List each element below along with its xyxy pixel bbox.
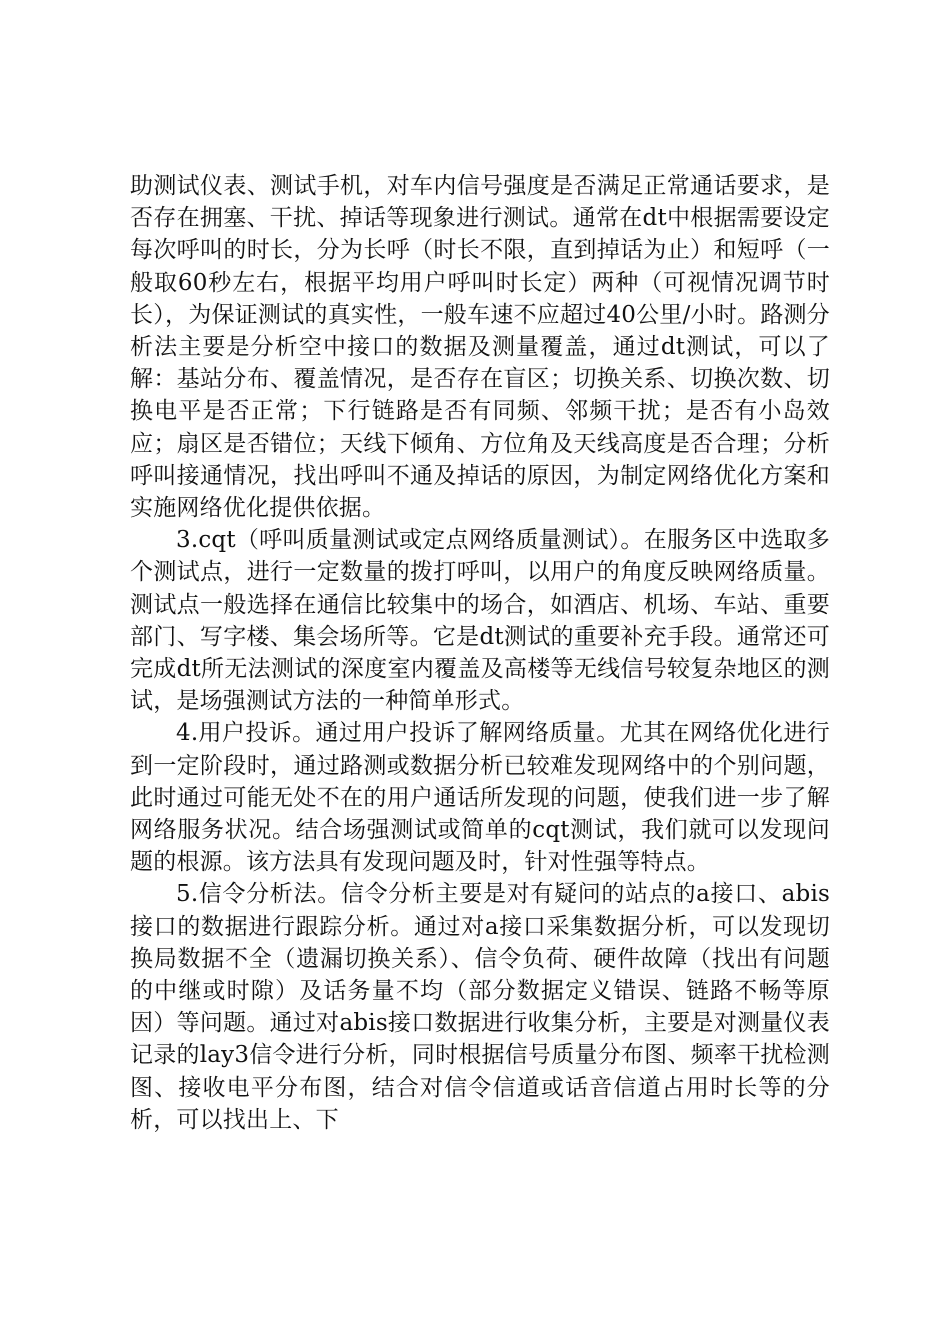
- paragraph-cqt: 3.cqt（呼叫质量测试或定点网络质量测试）。在服务区中选取多个测试点，进行一定数量的拨打呼叫，以用户的角度反映网络质量。测试点一般选择在通信比较集中的场合，如酒店、机场、车站、重要部门、写字楼、集会场所等。它是dt测试的重要补充手段。通常还可完成dt所无法测试的深度室内覆盖及高楼等无线信号较复杂地区的测试，是场强测试方法的一种简单形式。: [130, 527, 830, 715]
- paragraph-dt-test-continued: 助测试仪表、测试手机，对车内信号强度是否满足正常通话要求，是否存在拥塞、干扰、掉话等现象进行测试。通常在dt中根据需要设定每次呼叫的时长，分为长呼（时长不限，直到掉话为止）和短呼（一般取60秒左右，根据平均用户呼叫时长定）两种（可视情况调节时长），为保证测试的真实性，一般车速不应超过40公里/小时。路测分析法主要是分析空中接口的数据及测量覆盖，通过dt测试，可以了解：基站分布、覆盖情况，是否存在盲区；切换关系、切换次数、切换电平是否正常；下行链路是否有同频、邻频干扰；是否有小岛效应；扇区是否错位；天线下倾角、方位角及天线高度是否合理；分析呼叫接通情况，找出呼叫不通及掉话的原因，为制定网络优化方案和实施网络优化提供依据。: [130, 173, 830, 522]
- document-body: [130, 170, 830, 1136]
- paragraph-signaling-analysis: 5.信令分析法。信令分析主要是对有疑问的站点的a接口、abis接口的数据进行跟踪分析。通过对a接口采集数据分析，可以发现切换局数据不全（遗漏切换关系）、信令负荷、硬件故障（找出有问题的中继或时隙）及话务量不均（部分数据定义错误、链路不畅等原因）等问题。通过对abis接口数据进行收集分析，主要是对测量仪表记录的lay3信令进行分析，同时根据信号质量分布图、频率干扰检测图、接收电平分布图，结合对信令信道或话音信道占用时长等的分析，可以找出上、下: [130, 881, 830, 1133]
- paragraph-user-complaints: 4.用户投诉。通过用户投诉了解网络质量。尤其在网络优化进行到一定阶段时，通过路测或数据分析已较难发现网络中的个别问题，此时通过可能无处不在的用户通话所发现的问题，使我们进一步了解网络服务状况。结合场强测试或简单的cqt测试，我们就可以发现问题的根源。该方法具有发现问题及时，针对性强等特点。: [130, 720, 830, 876]
